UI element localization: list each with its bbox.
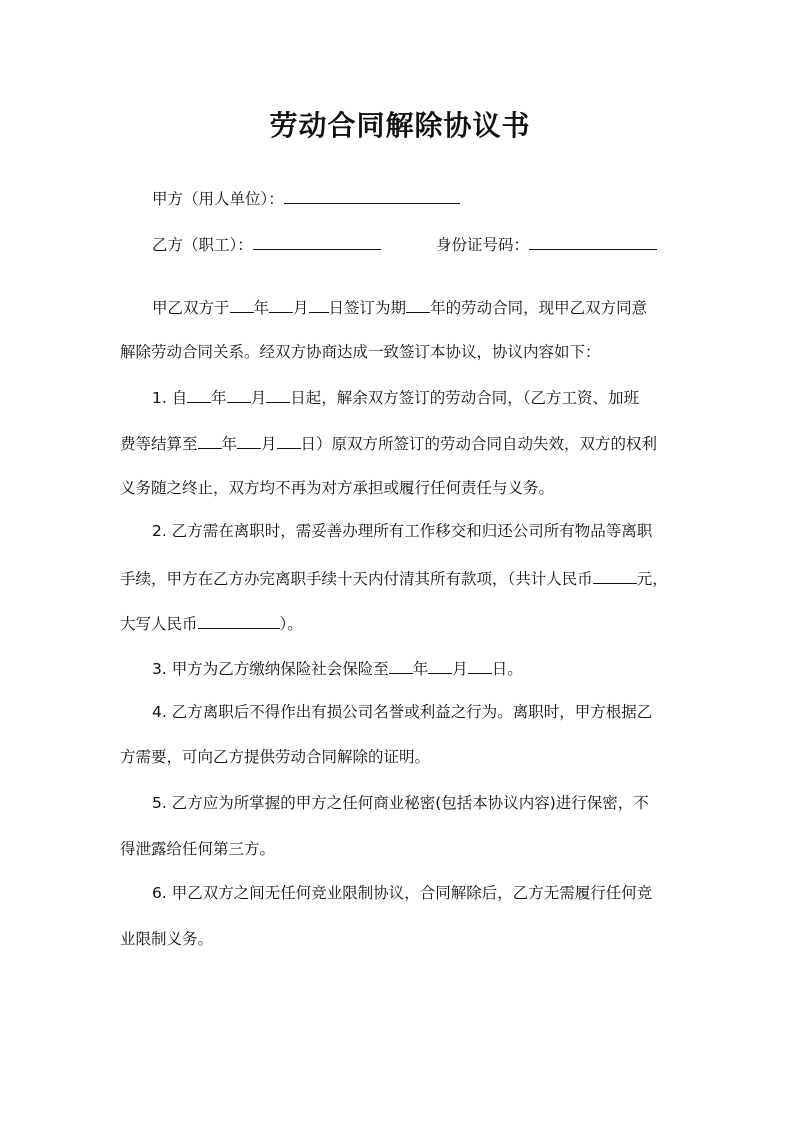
blank <box>468 657 492 674</box>
clause-6-line-2 <box>120 929 213 949</box>
clause-2-line-3 <box>120 612 303 634</box>
clause-text: ）。 <box>279 615 303 633</box>
party-b-blank <box>253 233 381 250</box>
clause-text: 日）原双方所签订的劳动合同自动失效，双方的权利 <box>300 435 658 453</box>
intro-line-2 <box>120 342 601 362</box>
clause-5-line-1 <box>152 793 649 813</box>
clause-text: 得泄露给任何第三方。 <box>120 840 276 858</box>
clause-text: 4. 乙方离职后不得作出有损公司名誉或利益之行为。离职时，甲方根据乙 <box>152 703 653 721</box>
party-a-blank <box>284 187 460 204</box>
blank <box>269 296 293 313</box>
amount-words-blank <box>198 612 280 629</box>
clause-text: 3. 甲方为乙方缴纳保险社会保险至 <box>152 660 389 678</box>
clause-2-line-1 <box>152 521 652 541</box>
id-number-label: 身份证号码： <box>436 236 530 254</box>
clause-text: 2. 乙方需在离职时，需妥善办理所有工作移交和归还公司所有物品等离职 <box>152 522 653 540</box>
clause-text: 大写人民币 <box>120 615 198 633</box>
year-label: 年 <box>221 435 238 453</box>
blank <box>198 432 222 449</box>
party-b-line <box>152 233 381 255</box>
clause-4-line-1 <box>152 702 652 722</box>
clause-3-line-1 <box>152 657 523 679</box>
blank <box>187 386 211 403</box>
document-title: 劳动合同解除协议书 <box>269 109 531 142</box>
id-number-blank <box>529 233 657 250</box>
party-a-line <box>152 187 460 209</box>
yuan-label: 元， <box>636 570 668 588</box>
blank <box>230 296 254 313</box>
blank <box>266 386 290 403</box>
id-number-line <box>436 233 657 255</box>
clause-text: 业限制义务。 <box>120 930 214 948</box>
intro-line-1 <box>152 296 647 318</box>
clause-text: 方需要，可向乙方提供劳动合同解除的证明。 <box>120 748 431 766</box>
amount-blank <box>593 567 637 584</box>
month-label: 月 <box>293 299 309 317</box>
clause-1-line-1 <box>152 386 639 408</box>
clause-text: 义务随之终止，双方均不再为对方承担或履行任何责任与义务。 <box>120 479 555 497</box>
blank <box>428 657 452 674</box>
year-label: 年 <box>211 389 227 407</box>
blank <box>227 386 251 403</box>
clause-1-line-2 <box>120 432 657 454</box>
clause-4-line-2 <box>120 747 430 767</box>
clause-text: 日起，解余双方签订的劳动合同，（乙方工资、加班 <box>290 389 640 407</box>
clause-text: 1. 自 <box>152 389 188 407</box>
intro-text: 日签订为期 <box>328 299 407 317</box>
month-label: 月 <box>250 389 267 407</box>
blank <box>389 657 413 674</box>
month-label: 月 <box>261 435 277 453</box>
intro-text: 年的劳动合同，现甲乙双方同意 <box>430 299 648 317</box>
month-label: 月 <box>452 660 468 678</box>
intro-text: 解除劳动合同关系。经双方协商达成一致签订本协议，协议内容如下： <box>120 343 601 361</box>
blank <box>309 296 329 313</box>
clause-text: 手续，甲方在乙方办完离职手续十天内付清其所有款项，（共计人民币 <box>120 570 593 588</box>
clause-text: 日。 <box>491 660 523 678</box>
clause-text: 6. 甲乙双方之间无任何竞业限制协议，合同解除后，乙方无需履行任何竞 <box>152 884 653 902</box>
clause-1-line-3 <box>120 478 554 498</box>
blank <box>406 296 430 313</box>
year-label: 年 <box>253 299 270 317</box>
party-a-label: 甲方（用人单位）： <box>152 190 284 208</box>
clause-2-line-2 <box>120 567 668 589</box>
clause-text: 费等结算至 <box>120 435 198 453</box>
clause-5-line-2 <box>120 839 275 859</box>
blank <box>237 432 261 449</box>
clause-6-line-1 <box>152 883 652 903</box>
clause-text: 5. 乙方应为所掌握的甲方之任何商业秘密(包括本协议内容)进行保密，不 <box>152 794 649 812</box>
blank <box>277 432 301 449</box>
intro-text: 甲乙双方于 <box>152 299 230 317</box>
party-b-label: 乙方（职工）： <box>152 236 253 254</box>
year-label: 年 <box>412 660 429 678</box>
